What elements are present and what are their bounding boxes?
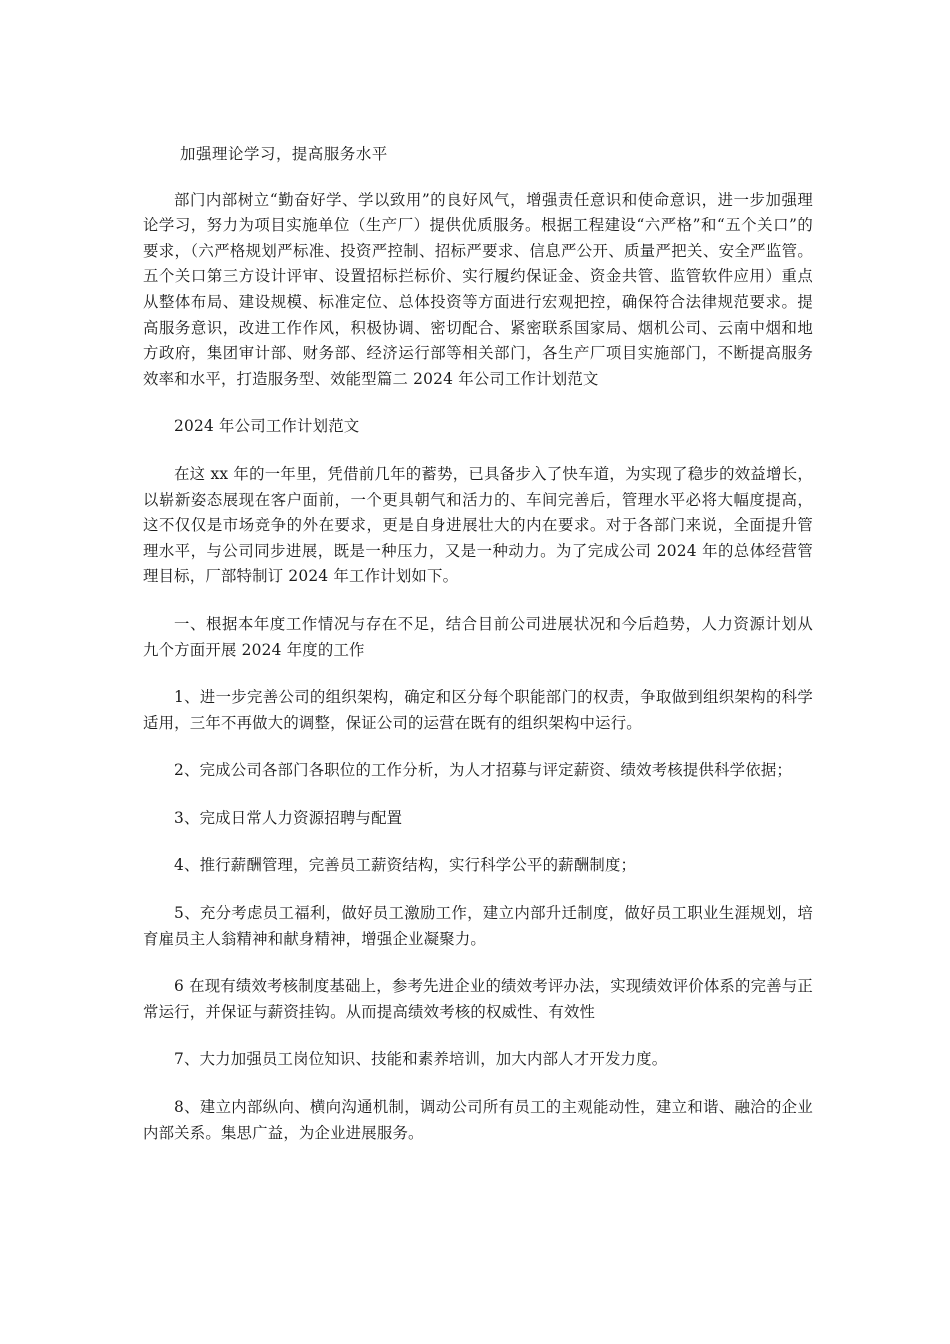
list-item-4: 4、推行薪酬管理，完善员工薪资结构，实行科学公平的薪酬制度； [174, 856, 637, 875]
spacer [143, 1073, 813, 1095]
list-item-8: 8、建立内部纵向、横向沟通机制，调动公司所有员工的主观能动性，建立和谐、融洽的企业内部关系。集思广益，为企业进展服务。 [143, 1098, 813, 1142]
paragraph-service-improvement: 部门内部树立“勤奋好学、学以致用”的良好风气，增强责任意识和使命意识，进一步加强理论学习，努力为项目实施单位（生产厂）提供优质服务。根据工程建设“六严格”和“五个关口”的要求，（六严格规划严标准、投资严控制、招标严要求、信息严公开、质量严把关、安全严监管。五个关口第三方设计评审、设置招标拦标价、实行履约保证金、资金共管、监管软件应用）重点从整体布局、建设规模、标准定位、总体投资等方面进行宏观把控，确保符合法律规范要求。提高服务意识，改进工作作风，积极协调、密切配合、紧密联系国家局、烟机公司、云南中烟和地方政府，集团审计部、财务部、经济运行部等相关部门，各生产厂项目实施部门，不断提高服务效率和水平，打造服务型、效能型篇二 2024 年公司工作计划范文 [143, 190, 813, 388]
spacer [143, 440, 813, 462]
spacer [143, 784, 813, 806]
document-page [143, 142, 813, 1146]
spacer [143, 168, 813, 188]
section-heading: 加强理论学习，提高服务水平 [180, 145, 388, 163]
list-item-7: 7、大力加强员工岗位知识、技能和素养培训，加大内部人才开发力度。 [174, 1050, 668, 1069]
spacer [143, 736, 813, 758]
spacer [143, 879, 813, 901]
list-item-6: 6 在现有绩效考核制度基础上，参考先进企业的绩效考评办法，实现绩效评价体系的完善与正常运行，并保证与薪资挂钩。从而提高绩效考核的权威性、有效性 [143, 977, 813, 1021]
spacer [143, 1025, 813, 1047]
spacer [143, 831, 813, 853]
spacer [143, 663, 813, 685]
spacer [143, 952, 813, 974]
list-item-1: 1、进一步完善公司的组织架构，确定和区分每个职能部门的权责，争取做到组织架构的科学适用，三年不再做大的调整，保证公司的运营在既有的组织架构中运行。 [143, 688, 813, 732]
list-item-5: 5、充分考虑员工福利，做好员工激励工作，建立内部升迁制度，做好员工职业生涯规划，培育雇员主人翁精神和献身精神，增强企业凝聚力。 [143, 904, 813, 948]
paragraph-section-one: 一、根据本年度工作情况与存在不足，结合目前公司进展状况和今后趋势，人力资源计划从九个方面开展 2024 年度的工作 [143, 614, 813, 659]
list-item-3: 3、完成日常人力资源招聘与配置 [174, 808, 403, 827]
spacer [143, 392, 813, 414]
spacer [143, 590, 813, 612]
list-item-2: 2、完成公司各部门各职位的工作分析，为人才招募与评定薪资、绩效考核提供科学依据； [174, 761, 793, 780]
paragraph-intro: 在这 xx 年的一年里，凭借前几年的蓄势，已具备步入了快车道，为实现了稳步的效益增长，以崭新姿态展现在客户面前，一个更具朝气和活力的、车间完善后，管理水平必将大幅度提高，这不仅仅是市场竞争的外在要求，更是自身进展壮大的内在要求。对于各部门来说，全面提升管理水平，与公司同步进展，既是一种压力，又是一种动力。为了完成公司 2024 年的总体经营管理目标，厂部特制订 2024 年工作计划如下。 [143, 464, 813, 586]
paragraph-plan-title: 2024 年公司工作计划范文 [174, 417, 360, 436]
